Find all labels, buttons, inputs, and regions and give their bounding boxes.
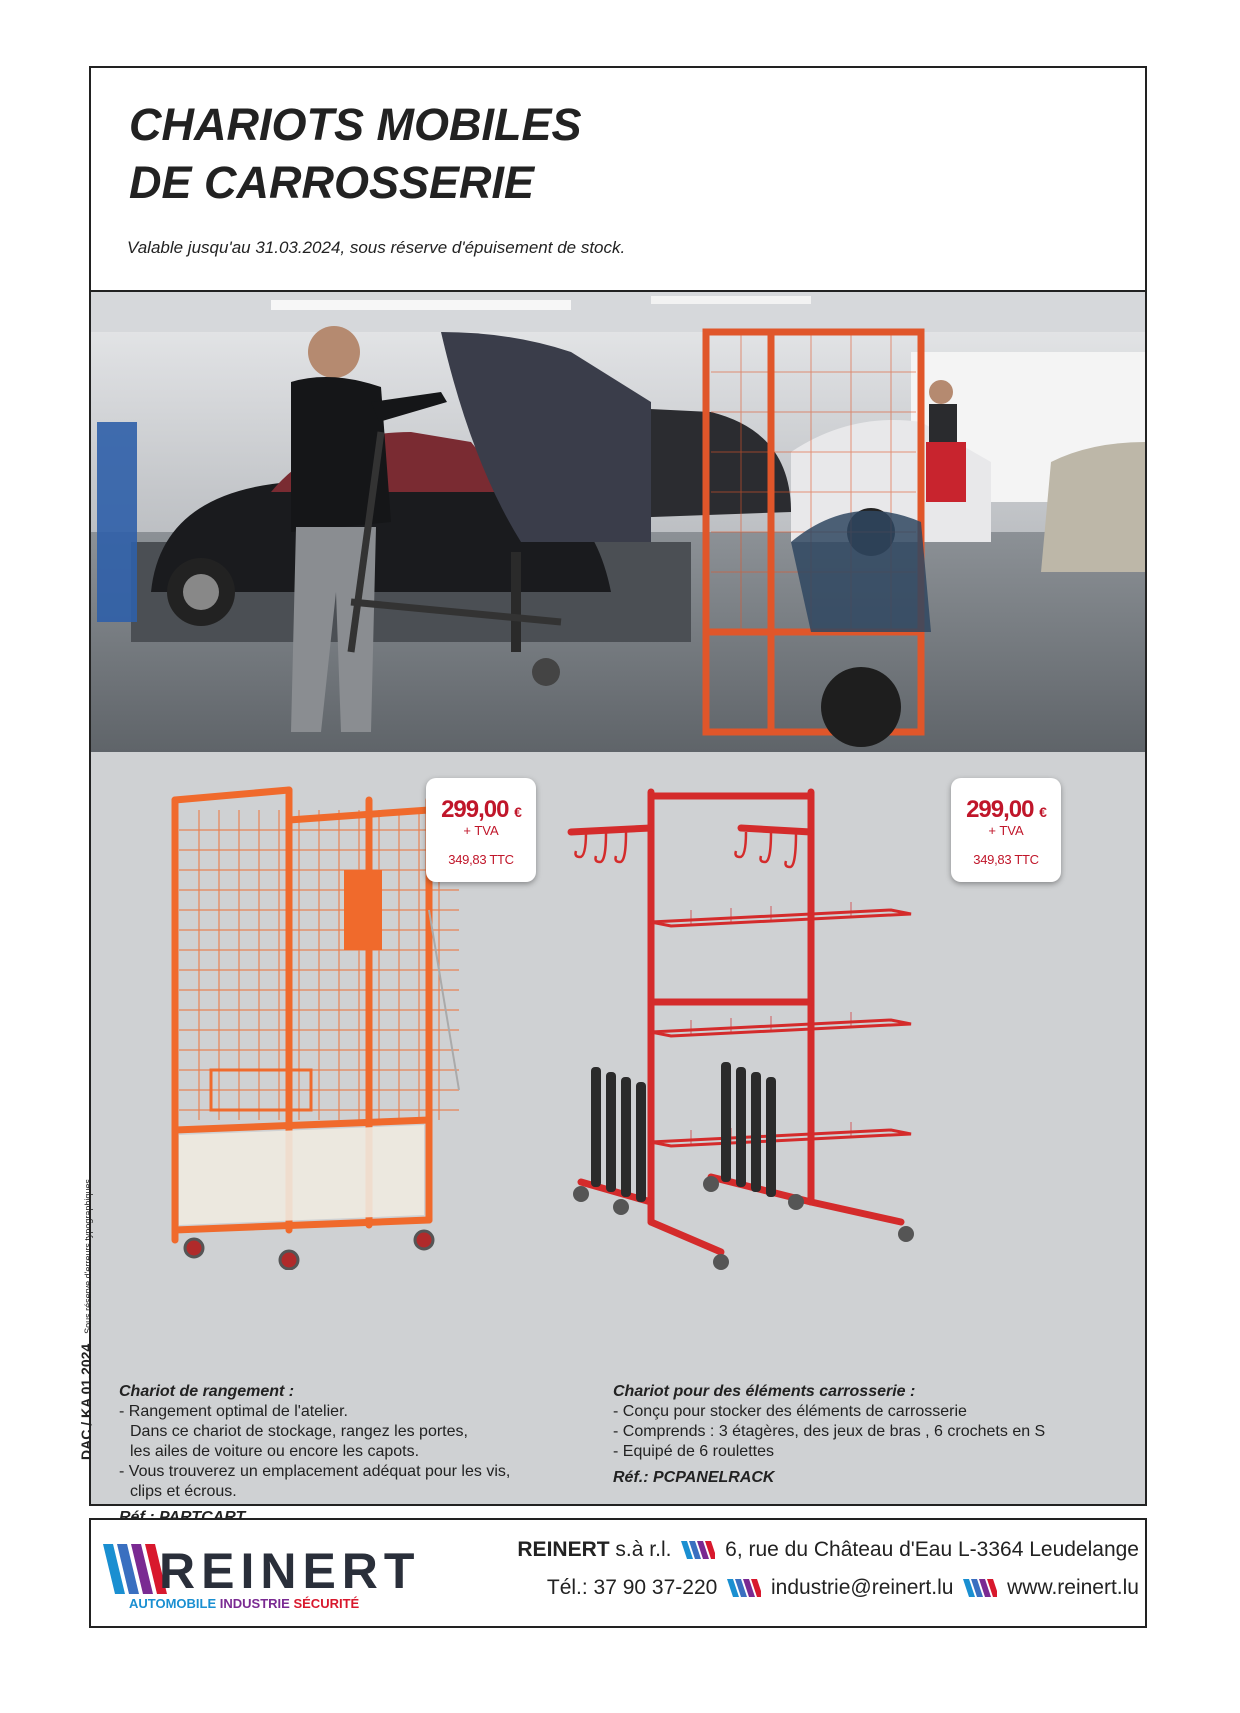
document-code-text: DAC / KA 01.2024 [78, 1343, 94, 1460]
brand-stripes-icon [103, 1544, 167, 1594]
address-line [517, 1538, 1139, 1562]
brand-slashes-icon [963, 1579, 997, 1597]
company-suffix: s.à r.l. [615, 1538, 672, 1561]
company-address: 6, rue du Château d'Eau L-3364 Leudelange [725, 1538, 1139, 1561]
workshop-photo [91, 290, 1145, 754]
logo-tagline [129, 1596, 359, 1611]
contact-line [547, 1576, 1139, 1600]
product-line: - Comprends : 3 étagères, des jeux de bras , 6 crochets en S [613, 1423, 1046, 1440]
product-line: Dans ce chariot de stockage, rangez les portes, [130, 1423, 468, 1440]
document-code [78, 1179, 94, 1460]
tagline-automobile: AUTOMOBILE [129, 1596, 217, 1611]
brand-slashes-icon [727, 1579, 761, 1597]
product-line: les ailes de voiture ou encore les capots. [130, 1443, 420, 1460]
page-title [129, 96, 582, 212]
title-line-1: CHARIOTS MOBILES [129, 99, 582, 150]
price-value: 299,00 € [441, 796, 521, 823]
product-line: clips et écrous. [130, 1483, 237, 1500]
company-name: REINERT [517, 1538, 610, 1561]
price-tax-note: + TVA [988, 823, 1024, 838]
company-logo: REINERT [159, 1543, 421, 1599]
website-link[interactable]: www.reinert.lu [1007, 1576, 1139, 1599]
product-line: - Conçu pour stocker des éléments de carrosserie [613, 1403, 967, 1420]
product-line: - Rangement optimal de l'atelier. [119, 1403, 348, 1420]
validity-note: Valable jusqu'au 31.03.2024, sous réserve d'épuisement de stock. [127, 238, 626, 257]
products-panel [91, 752, 1145, 1504]
product-description-pcpanelrack [613, 1382, 1045, 1488]
panel-rack-image [561, 782, 961, 1272]
product-line: - Equipé de 6 roulettes [613, 1443, 774, 1460]
email-link[interactable]: industrie@reinert.lu [771, 1576, 954, 1599]
footer [89, 1518, 1147, 1628]
price-tag-pcpanelrack [951, 778, 1061, 882]
workshop-scene-illustration [91, 292, 1145, 752]
flyer-frame [89, 66, 1147, 1506]
product-description-partcart [119, 1382, 510, 1528]
brand-slashes-icon [681, 1541, 715, 1559]
product-heading: Chariot de rangement : [119, 1383, 295, 1400]
tagline-industrie: INDUSTRIE [219, 1596, 290, 1611]
price-tag-partcart [426, 778, 536, 882]
price-value: 299,00 € [966, 796, 1046, 823]
phone-number: Tél.: 37 90 37-220 [546, 1576, 718, 1599]
title-line-2: DE CARROSSERIE [129, 157, 535, 208]
typo-disclaimer: Sous réserve d'erreurs typographiques [83, 1179, 93, 1334]
product-heading: Chariot pour des éléments carrosserie : [613, 1383, 916, 1400]
price-ttc: 349,83 TTC [448, 852, 514, 867]
tagline-securite: SÉCURITÉ [293, 1596, 360, 1611]
product-line: - Vous trouverez un emplacement adéquat pour les vis, [119, 1463, 511, 1480]
product-reference: Réf.: PCPANELRACK [613, 1469, 775, 1486]
price-tax-note: + TVA [463, 823, 499, 838]
price-ttc: 349,83 TTC [973, 852, 1039, 867]
